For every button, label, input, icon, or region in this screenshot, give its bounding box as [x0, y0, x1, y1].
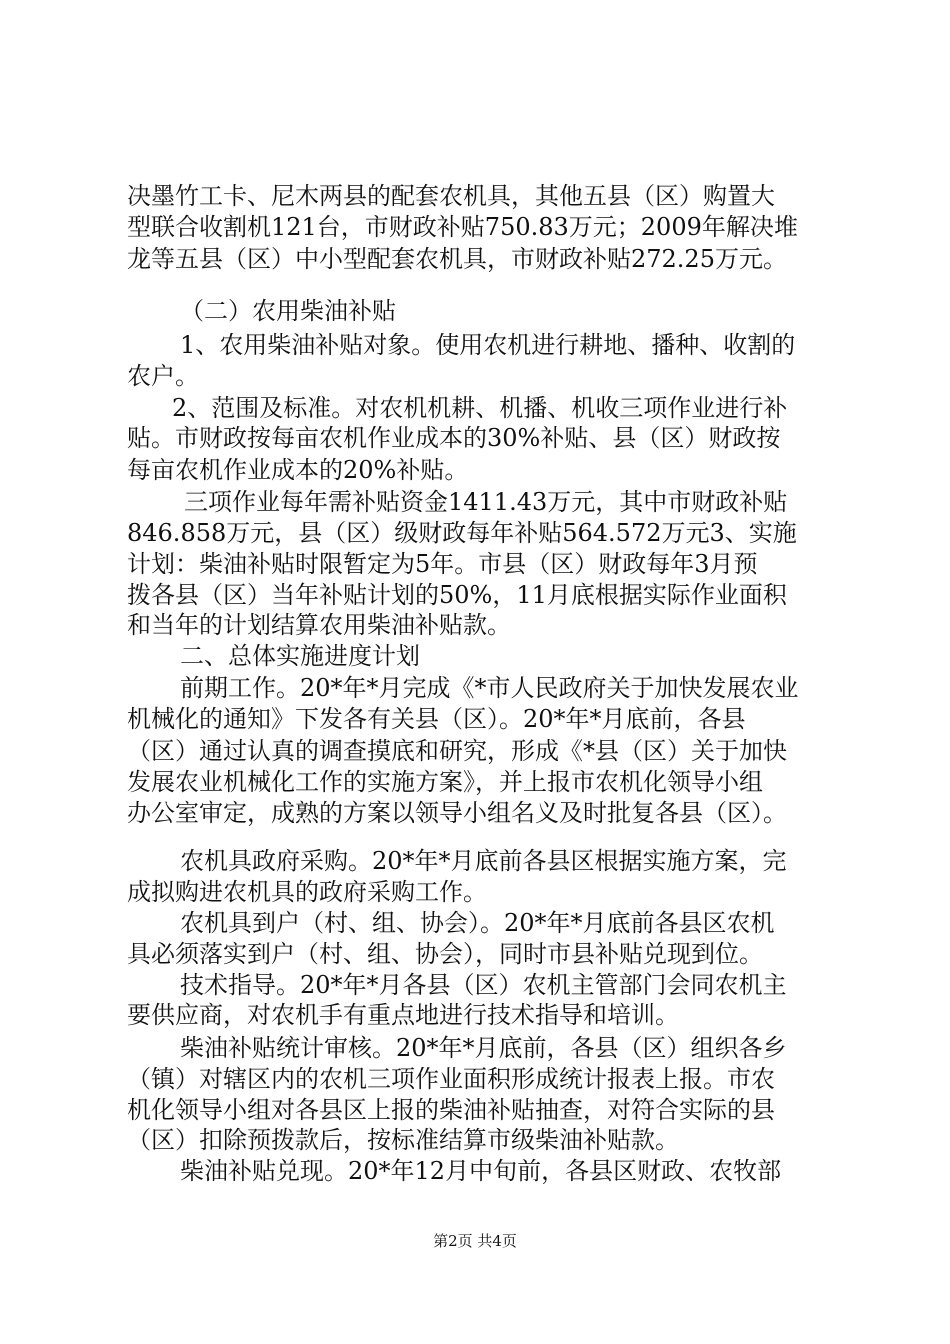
text-line: 办公室审定，成熟的方案以领导小组名义及时批复各县（区）。	[127, 799, 787, 827]
text-line: 农机具到户（村、组、协会）。20*年*月底前各县区农机	[180, 909, 775, 937]
text-line: 柴油补贴兑现。20*年12月中旬前，各县区财政、农牧部	[180, 1157, 782, 1185]
text-line: 846.858万元，县（区）级财政每年补贴564.572万元3、实施	[127, 519, 797, 547]
text-line: 2、范围及标准。对农机机耕、机播、机收三项作业进行补	[172, 394, 788, 422]
text-line: 三项作业每年需补贴资金1411.43万元，其中市财政补贴	[184, 488, 788, 516]
text-line: 龙等五县（区）中小型配套农机具，市财政补贴272.25万元。	[127, 245, 787, 273]
text-line: （镇）对辖区内的农机三项作业面积形成统计报表上报。市农	[127, 1065, 775, 1093]
text-line: 柴油补贴统计审核。20*年*月底前，各县（区）组织各乡	[180, 1034, 787, 1062]
text-line: 技术指导。20*年*月各县（区）农机主管部门会同农机主	[180, 971, 787, 999]
text-line: 具必须落实到户（村、组、协会），同时市县补贴兑现到位。	[127, 940, 763, 968]
text-line: 每亩农机作业成本的20%补贴。	[127, 456, 469, 484]
text-line: 机化领导小组对各县区上报的柴油补贴抽查，对符合实际的县	[127, 1096, 775, 1124]
text-line: 贴。市财政按每亩农机作业成本的30%补贴、县（区）财政按	[127, 424, 781, 452]
text-line: 计划：柴油补贴时限暂定为5年。市县（区）财政每年3月预	[127, 550, 758, 578]
section-heading: 二、总体实施进度计划	[180, 642, 420, 670]
text-line: 1、农用柴油补贴对象。使用农机进行耕地、播种、收割的	[180, 331, 796, 359]
text-line: 要供应商，对农机手有重点地进行技术指导和培训。	[127, 1001, 679, 1029]
text-line: 拨各县（区）当年补贴计划的50%，11月底根据实际作业面积	[127, 581, 787, 609]
text-line: 和当年的计划结算农用柴油补贴款。	[127, 611, 511, 639]
text-line: 农户。	[127, 362, 199, 390]
text-line: 成拟购进农机具的政府采购工作。	[127, 878, 487, 906]
text-line: 前期工作。20*年*月完成《*市人民政府关于加快发展农业	[180, 674, 799, 702]
text-line: 发展农业机械化工作的实施方案》，并上报市农机化领导小组	[127, 768, 763, 796]
text-line: 机械化的通知》下发各有关县（区）。20*年*月底前，各县	[127, 705, 746, 733]
text-line: 决墨竹工卡、尼木两县的配套农机具，其他五县（区）购置大	[127, 182, 775, 210]
text-line: 型联合收割机121台，市财政补贴750.83万元；2009年解决堆	[127, 213, 798, 241]
page-number-footer: 第2页 共4页	[433, 1232, 517, 1250]
text-line: （区）扣除预拨款后，按标准结算市级柴油补贴款。	[127, 1126, 679, 1154]
section-heading: （二）农用柴油补贴	[180, 297, 396, 325]
text-line: （区）通过认真的调查摸底和研究，形成《*县（区）关于加快	[127, 737, 787, 765]
text-line: 农机具政府采购。20*年*月底前各县区根据实施方案，完	[180, 847, 787, 875]
